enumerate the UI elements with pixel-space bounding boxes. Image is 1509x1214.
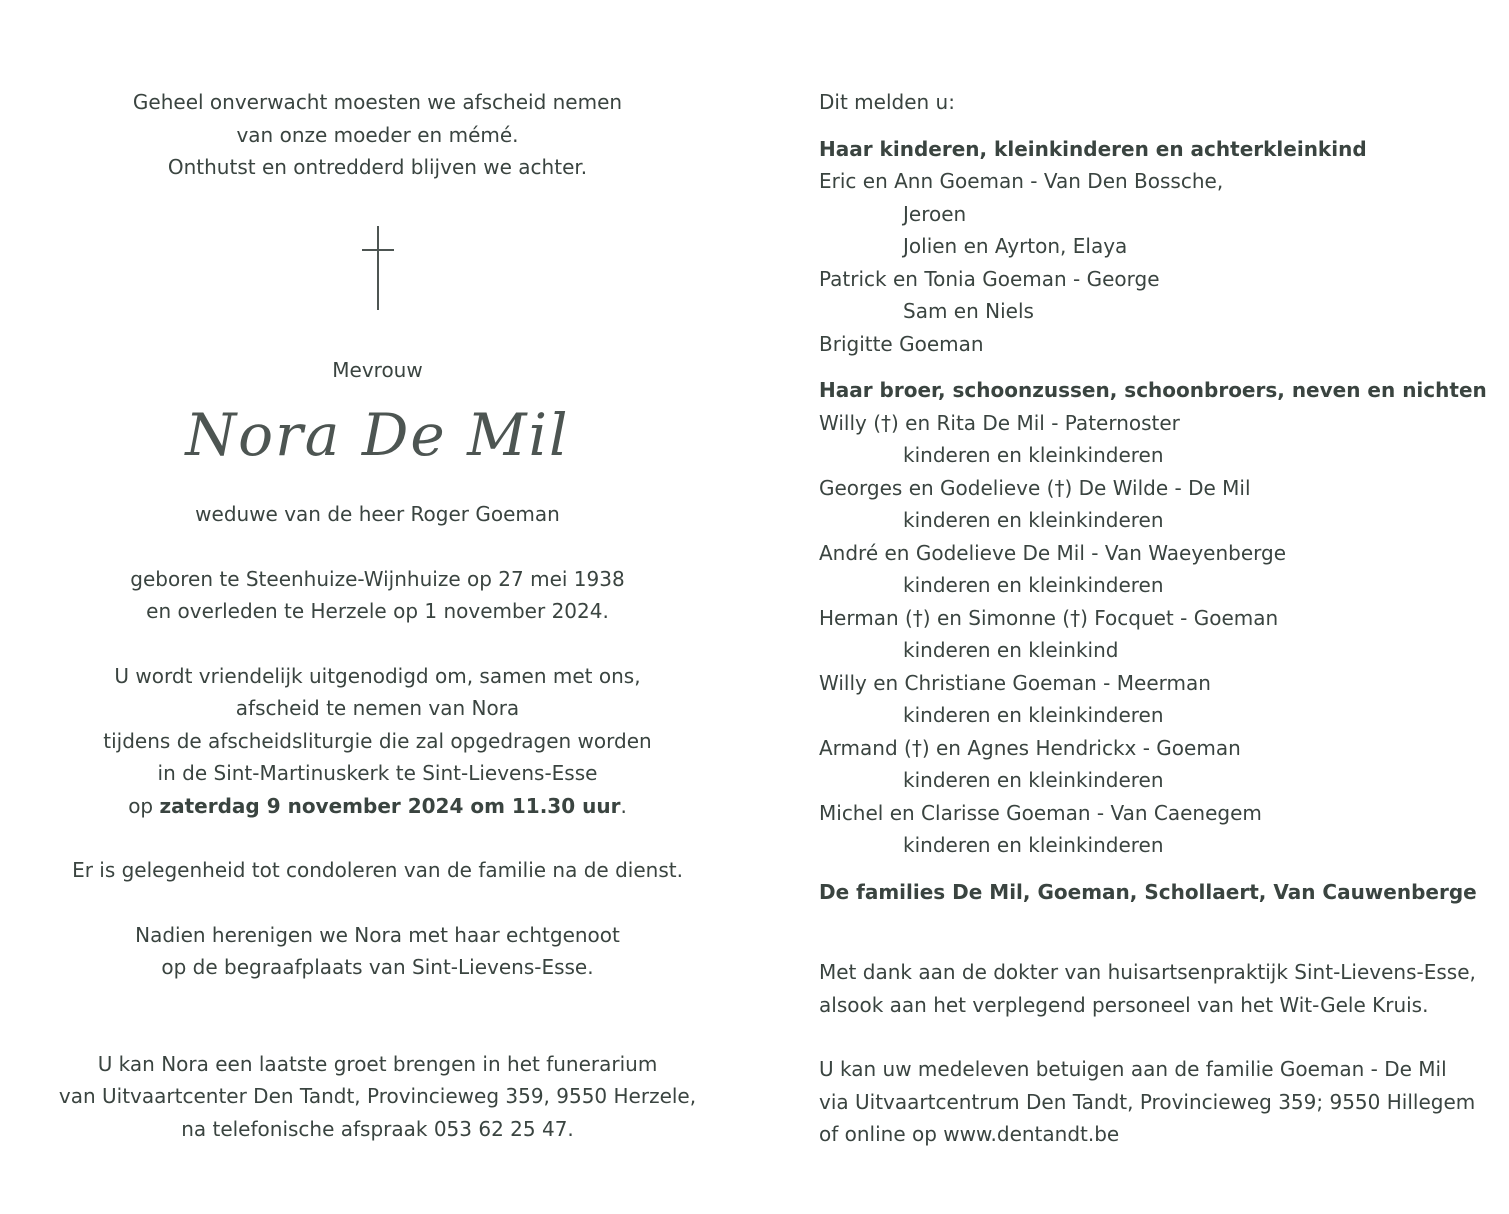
children-list	[819, 165, 1489, 360]
list-item: Sam en Niels	[903, 299, 1034, 323]
list-item: André en Godelieve De Mil - Van Waeyenberge	[819, 540, 1287, 565]
date-prefix: op	[128, 793, 160, 818]
title-mevrouw: Mevrouw	[332, 357, 423, 382]
invite-line: afscheid te nemen van Nora	[235, 696, 520, 720]
birth-line: geboren te Steenhuize-Wijnhuize op 27 mei 1938	[130, 566, 625, 591]
thanks-line: alsook aan het verplegend personeel van het Wit-Gele Kruis.	[819, 992, 1429, 1017]
list-item: Jolien en Ayrton, Elaya	[903, 234, 1128, 258]
list-item: kinderen en kleinkinderen	[903, 508, 1164, 532]
children-heading: Haar kinderen, kleinkinderen en achterkleinkind	[819, 136, 1367, 161]
list-item: Willy en Christiane Goeman - Meerman	[819, 670, 1211, 695]
funeral-home-line: na telefonische afspraak 053 62 25 47.	[181, 1116, 574, 1141]
sympathy-line: U kan uw medeleven betuigen aan de familie Goeman - De Mil	[819, 1057, 1447, 1081]
list-item: kinderen en kleinkinderen	[903, 443, 1164, 467]
thanks-text	[819, 956, 1489, 1021]
intro-line: van onze moeder en mémé.	[236, 122, 519, 147]
list-item: kinderen en kleinkinderen	[903, 703, 1164, 727]
list-item: Jeroen	[903, 201, 967, 226]
sympathy-line: via Uitvaartcentrum Den Tandt, Provincieweg 359; 9550 Hillegem	[819, 1089, 1476, 1114]
widow-text: weduwe van de heer Roger Goeman	[195, 502, 560, 526]
siblings-heading: Haar broer, schoonzussen, schoonbroers, neven en nichten	[819, 378, 1487, 402]
deceased-name: Nora De Mil	[185, 401, 570, 469]
list-item: Armand (†) en Agnes Hendrickx - Goeman	[819, 735, 1241, 760]
burial-text	[40, 919, 715, 984]
invitation-text	[40, 660, 715, 823]
list-item: Georges en Godelieve (†) De Wilde - De Mil	[819, 475, 1251, 500]
invite-line: tijdens de afscheidsliturgie die zal opgedragen worden	[103, 728, 652, 753]
thanks-line: Met dank aan de dokter van huisartsenpraktijk Sint-Lievens-Esse,	[819, 960, 1476, 984]
invite-line: U wordt vriendelijk uitgenodigd om, samen met ons,	[114, 663, 641, 688]
right-column	[819, 86, 1489, 1151]
funeral-home-line: U kan Nora een laatste groet brengen in het funerarium	[97, 1051, 658, 1076]
burial-line: Nadien herenigen we Nora met haar echtgenoot	[135, 922, 620, 947]
burial-line: op de begraafplaats van Sint-Lievens-Esse.	[161, 955, 594, 979]
list-item: Herman (†) en Simonne (†) Focquet - Goeman	[819, 605, 1279, 630]
cross-icon	[362, 226, 394, 310]
families-heading: De families De Mil, Goeman, Schollaert, Van Cauwenberge	[819, 879, 1477, 904]
list-item: Michel en Clarisse Goeman - Van Caenegem	[819, 800, 1262, 825]
list-item: kinderen en kleinkind	[903, 638, 1119, 662]
service-date	[40, 790, 715, 823]
list-item: kinderen en kleinkinderen	[903, 768, 1164, 792]
left-column	[40, 86, 715, 1145]
sympathy-line: of online op www.dentandt.be	[819, 1122, 1120, 1146]
list-item: Brigitte Goeman	[819, 331, 984, 356]
funeral-home-line: van Uitvaartcenter Den Tandt, Provincieweg 359, 9550 Herzele,	[58, 1084, 697, 1108]
list-item: kinderen en kleinkinderen	[903, 833, 1164, 857]
list-item: Patrick en Tonia Goeman - George	[819, 266, 1160, 291]
date-bold: zaterdag 9 november 2024 om 11.30 uur	[159, 793, 621, 818]
intro-text	[40, 86, 715, 184]
death-line: en overleden te Herzele op 1 november 2024.	[146, 599, 609, 623]
list-item: kinderen en kleinkinderen	[903, 573, 1164, 597]
invite-line: in de Sint-Martinuskerk te Sint-Lievens-Esse	[157, 761, 598, 785]
intro-line: Onthutst en ontredderd blijven we achter.	[167, 155, 588, 179]
sympathy-text	[819, 1053, 1489, 1151]
list-item: Eric en Ann Goeman - Van Den Bossche,	[819, 169, 1224, 193]
list-item: Willy (†) en Rita De Mil - Paternoster	[819, 410, 1180, 435]
announce-text: Dit melden u:	[819, 90, 955, 114]
intro-line: Geheel onverwacht moesten we afscheid nemen	[132, 90, 623, 114]
funeral-home-text	[40, 1048, 715, 1146]
condolence-text: Er is gelegenheid tot condoleren van de familie na de dienst.	[72, 858, 683, 882]
birth-death-text	[40, 563, 715, 628]
date-suffix: .	[620, 793, 627, 818]
siblings-list	[819, 407, 1489, 862]
